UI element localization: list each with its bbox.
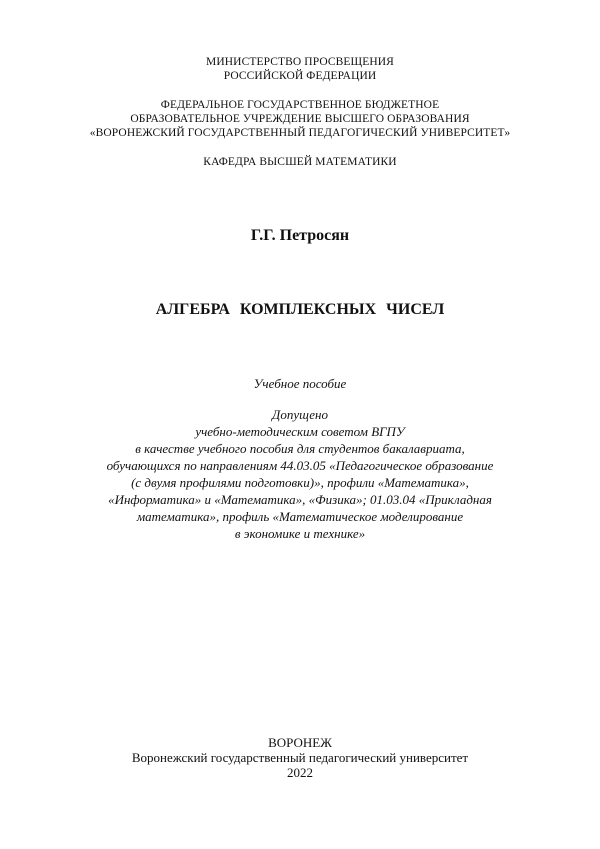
author: Г.Г. Петросян <box>250 227 350 244</box>
publisher: Воронежский государственный педагогический университет <box>131 750 469 765</box>
approval-line-2: учебно-методическим советом ВГПУ <box>195 424 405 439</box>
city: ВОРОНЕЖ <box>268 735 332 750</box>
book-title: АЛГЕБРА КОМПЛЕКСНЫХ ЧИСЕЛ <box>155 301 445 318</box>
approval-line-3: в качестве учебного пособия для студентов бакалавриата, <box>135 441 465 456</box>
department: КАФЕДРА ВЫСШЕЙ МАТЕМАТИКИ <box>203 156 397 168</box>
approval-line-6: «Информатика» и «Математика», «Физика»; 01.03.04 «Прикладная <box>108 492 492 507</box>
ministry-line-2: РОССИЙСКОЙ ФЕДЕРАЦИИ <box>223 70 377 82</box>
institution-line-3: «ВОРОНЕЖСКИЙ ГОСУДАРСТВЕННЫЙ ПЕДАГОГИЧЕСКИЙ УНИВЕРСИТЕТ» <box>89 127 511 139</box>
approval-line-8: в экономике и технике» <box>234 526 366 541</box>
doc-type: Учебное пособие <box>253 376 347 391</box>
approval-line-1: Допущено <box>272 407 328 422</box>
ministry-line-1: МИНИСТЕРСТВО ПРОСВЕЩЕНИЯ <box>206 56 394 68</box>
institution-line-2: ОБРАЗОВАТЕЛЬНОЕ УЧРЕЖДЕНИЕ ВЫСШЕГО ОБРАЗОВАНИЯ <box>130 113 470 125</box>
year: 2022 <box>287 765 313 780</box>
approval-line-4: обучающихся по направлениям 44.03.05 «Педагогическое образование <box>106 458 494 473</box>
approval-line-7: математика», профиль «Математическое моделирование <box>136 509 464 524</box>
approval-line-5: (с двумя профилями подготовки)», профили «Математика», <box>131 475 469 490</box>
institution-line-1: ФЕДЕРАЛЬНОЕ ГОСУДАРСТВЕННОЕ БЮДЖЕТНОЕ <box>160 99 440 111</box>
